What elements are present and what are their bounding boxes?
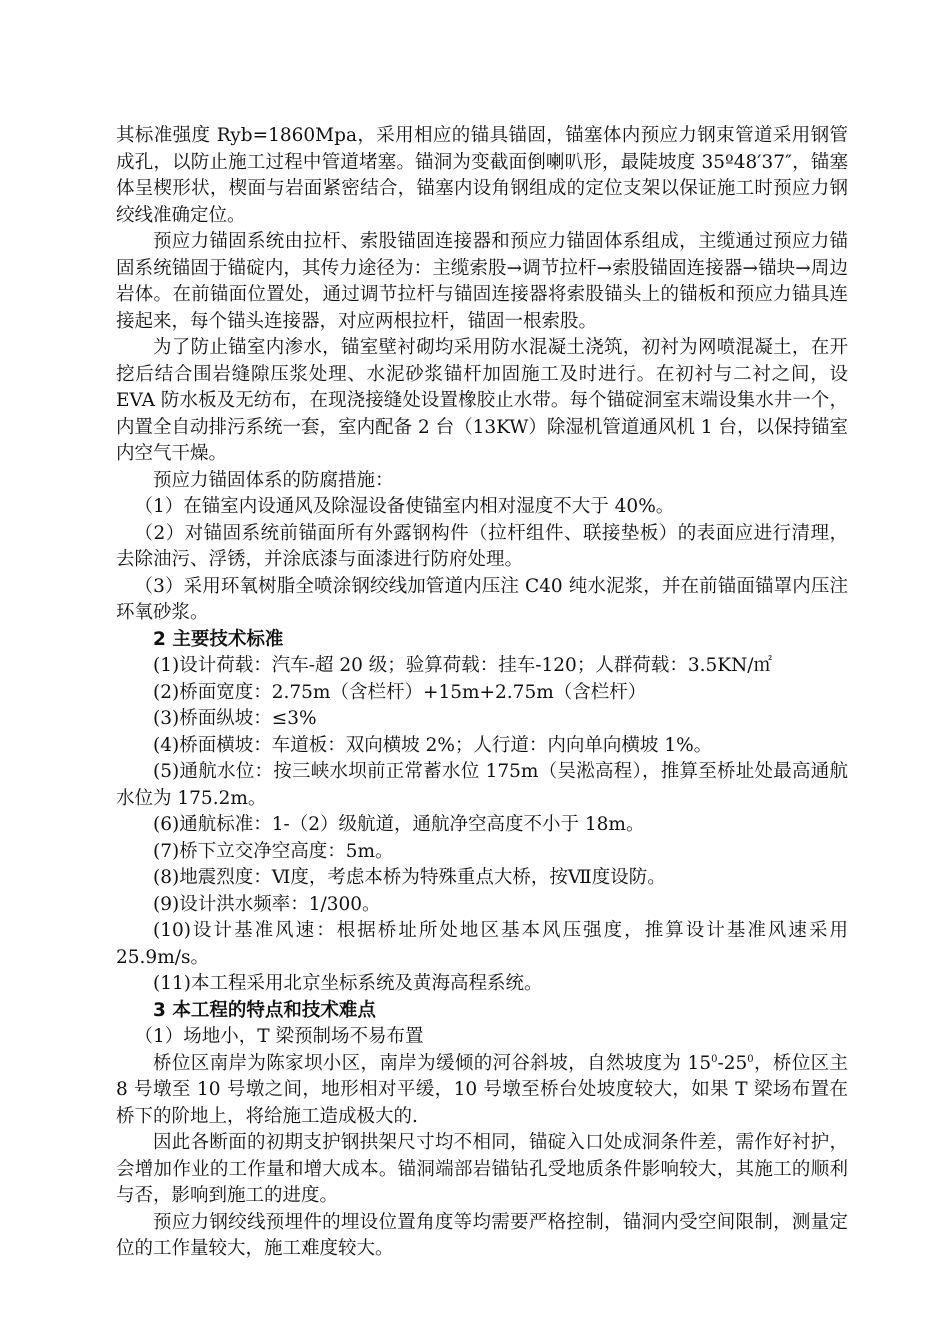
tech-standard-item-4: (4)桥面横坡：车道板：双向横坡 2%；人行道：内向单向横坡 1%。 [153, 734, 713, 756]
tech-standard-item-7: (7)桥下立交净空高度：5m。 [153, 840, 394, 862]
tech-standard-item-1: (1)设计荷载：汽车-超 20 级；验算荷载：挂车-120；人群荷载：3.5KN/㎡ [153, 655, 772, 676]
tech-standard-item-2: (2)桥面宽度：2.75m（含栏杆）+15m+2.75m（含栏杆） [153, 681, 647, 703]
anticorrosion-item-2: （2）对锚固系统前锚面所有外露钢构件（拉杆组件、联接垫板）的表面应进行清理，去除油污、浮锈，并涂底漆与面漆进行防府处理。 [116, 522, 848, 570]
tech-standard-item-8: (8)地震烈度：Ⅵ度，考虑本桥为特殊重点大桥，按Ⅶ度设防。 [153, 867, 666, 888]
terrain-text-mid: -25 [717, 1052, 748, 1074]
paragraph-anchor-strength: 其标准强度 Ryb=1860Mpa，采用相应的锚具锚固，锚塞体内预应力钢束管道采用钢管成孔，以防止施工过程中管道堵塞。锚洞为变截面倒喇叭形，最陡坡度 35º48′37″，锚塞体呈楔形状，楔面与岩面紧密结合，锚塞内设角钢组成的定位支架以保证施工时预应力钢绞线准确定位。 [116, 125, 848, 226]
tech-standard-item-5: (5)通航水位：按三峡水坝前正常蓄水位 175m（吴淞高程），推算至桥址处最高通航水位为 175.2m。 [116, 761, 848, 809]
paragraph-anticorrosion-intro: 预应力锚固体系的防腐措施： [153, 469, 394, 491]
tech-standard-item-6: (6)通航标准：1-（2）级航道，通航净空高度不小于 18m。 [153, 814, 645, 835]
paragraph-prestress-embedding: 预应力钢绞线预埋件的埋设位置角度等均需要严格控制，锚洞内受空间限制，测量定位的工作量较大，施工难度较大。 [116, 1211, 848, 1259]
paragraph-anchorage-system: 预应力锚固系统由拉杆、索股锚固连接器和预应力锚固体系组成，主缆通过预应力锚固系统锚固于锚碇内，其传力途径为：主缆索股→调节拉杆→索股锚固连接器→锚块→周边岩体。在前锚面位置处，通过调节拉杆与锚固连接器将索股锚头上的锚板和预应力锚具连接起来，每个锚头连接器，对应两根拉杆，锚固一根索股。 [116, 231, 848, 332]
degree-superscript-2: 0 [747, 1053, 754, 1065]
section-2-heading: 2 主要技术标准 [153, 628, 284, 650]
tech-standard-item-3: (3)桥面纵坡：≤3% [153, 708, 317, 729]
section-3-subtitle: （1）场地小，T 梁预制场不易布置 [134, 1026, 424, 1047]
tech-standard-item-9: (9)设计洪水频率：1/300。 [153, 893, 381, 915]
paragraph-support-arches: 因此各断面的初期支护钢拱架尺寸均不相同，锚碇入口处成洞条件差，需作好衬护，会增加作业的工作量和增大成本。锚洞端部岩锚钻孔受地质条件影响较大，其施工的顺利与否，影响到施工的进度。 [116, 1132, 848, 1206]
terrain-text-end: ，桥位区主 8 号墩至 10 号墩之间，地形相对平缓，10 号墩至桥台处坡度较大，如果 T 梁场布置在桥下的阶地上，将给施工造成极大的. [116, 1052, 848, 1127]
anticorrosion-item-1: （1）在锚室内设通风及除湿设备使锚室内相对湿度不大于 40%。 [134, 496, 675, 517]
section-3-heading: 3 本工程的特点和技术难点 [153, 999, 376, 1021]
anticorrosion-item-3: （3）采用环氧树脂全喷涂钢绞线加管道内压注 C40 纯水泥浆，并在前锚面锚罩内压注环氧砂浆。 [116, 575, 848, 623]
paragraph-waterproofing: 为了防止锚室内渗水，锚室壁衬砌均采用防水混凝土浇筑，初衬为网喷混凝土，在开挖后结合围岩缝隙压浆处理、水泥砂浆锚杆加固施工及时进行。在初衬与二衬之间，设 EVA 防水板及无纺布，在现浇接缝处设置橡胶止水带。每个锚碇洞室末端设集水井一个，内置全自动排污系统一套，室内配备 2 台（13KW）除湿机管道通风机 1 台，以保持锚室内空气干燥。 [116, 337, 848, 464]
tech-standard-item-11: (11)本工程采用北京坐标系统及黄海高程系统。 [153, 973, 543, 994]
paragraph-site-terrain [116, 1051, 848, 1131]
terrain-text-start: 桥位区南岸为陈家坝小区，南岸为缓倾的河谷斜坡，自然坡度为 15 [153, 1052, 712, 1074]
degree-superscript-1: 0 [711, 1053, 718, 1065]
tech-standard-item-10: (10)设计基准风速：根据桥址所处地区基本风压强度，推算设计基准风速采用 25.9m/s。 [116, 920, 848, 968]
document-page [116, 123, 848, 1263]
